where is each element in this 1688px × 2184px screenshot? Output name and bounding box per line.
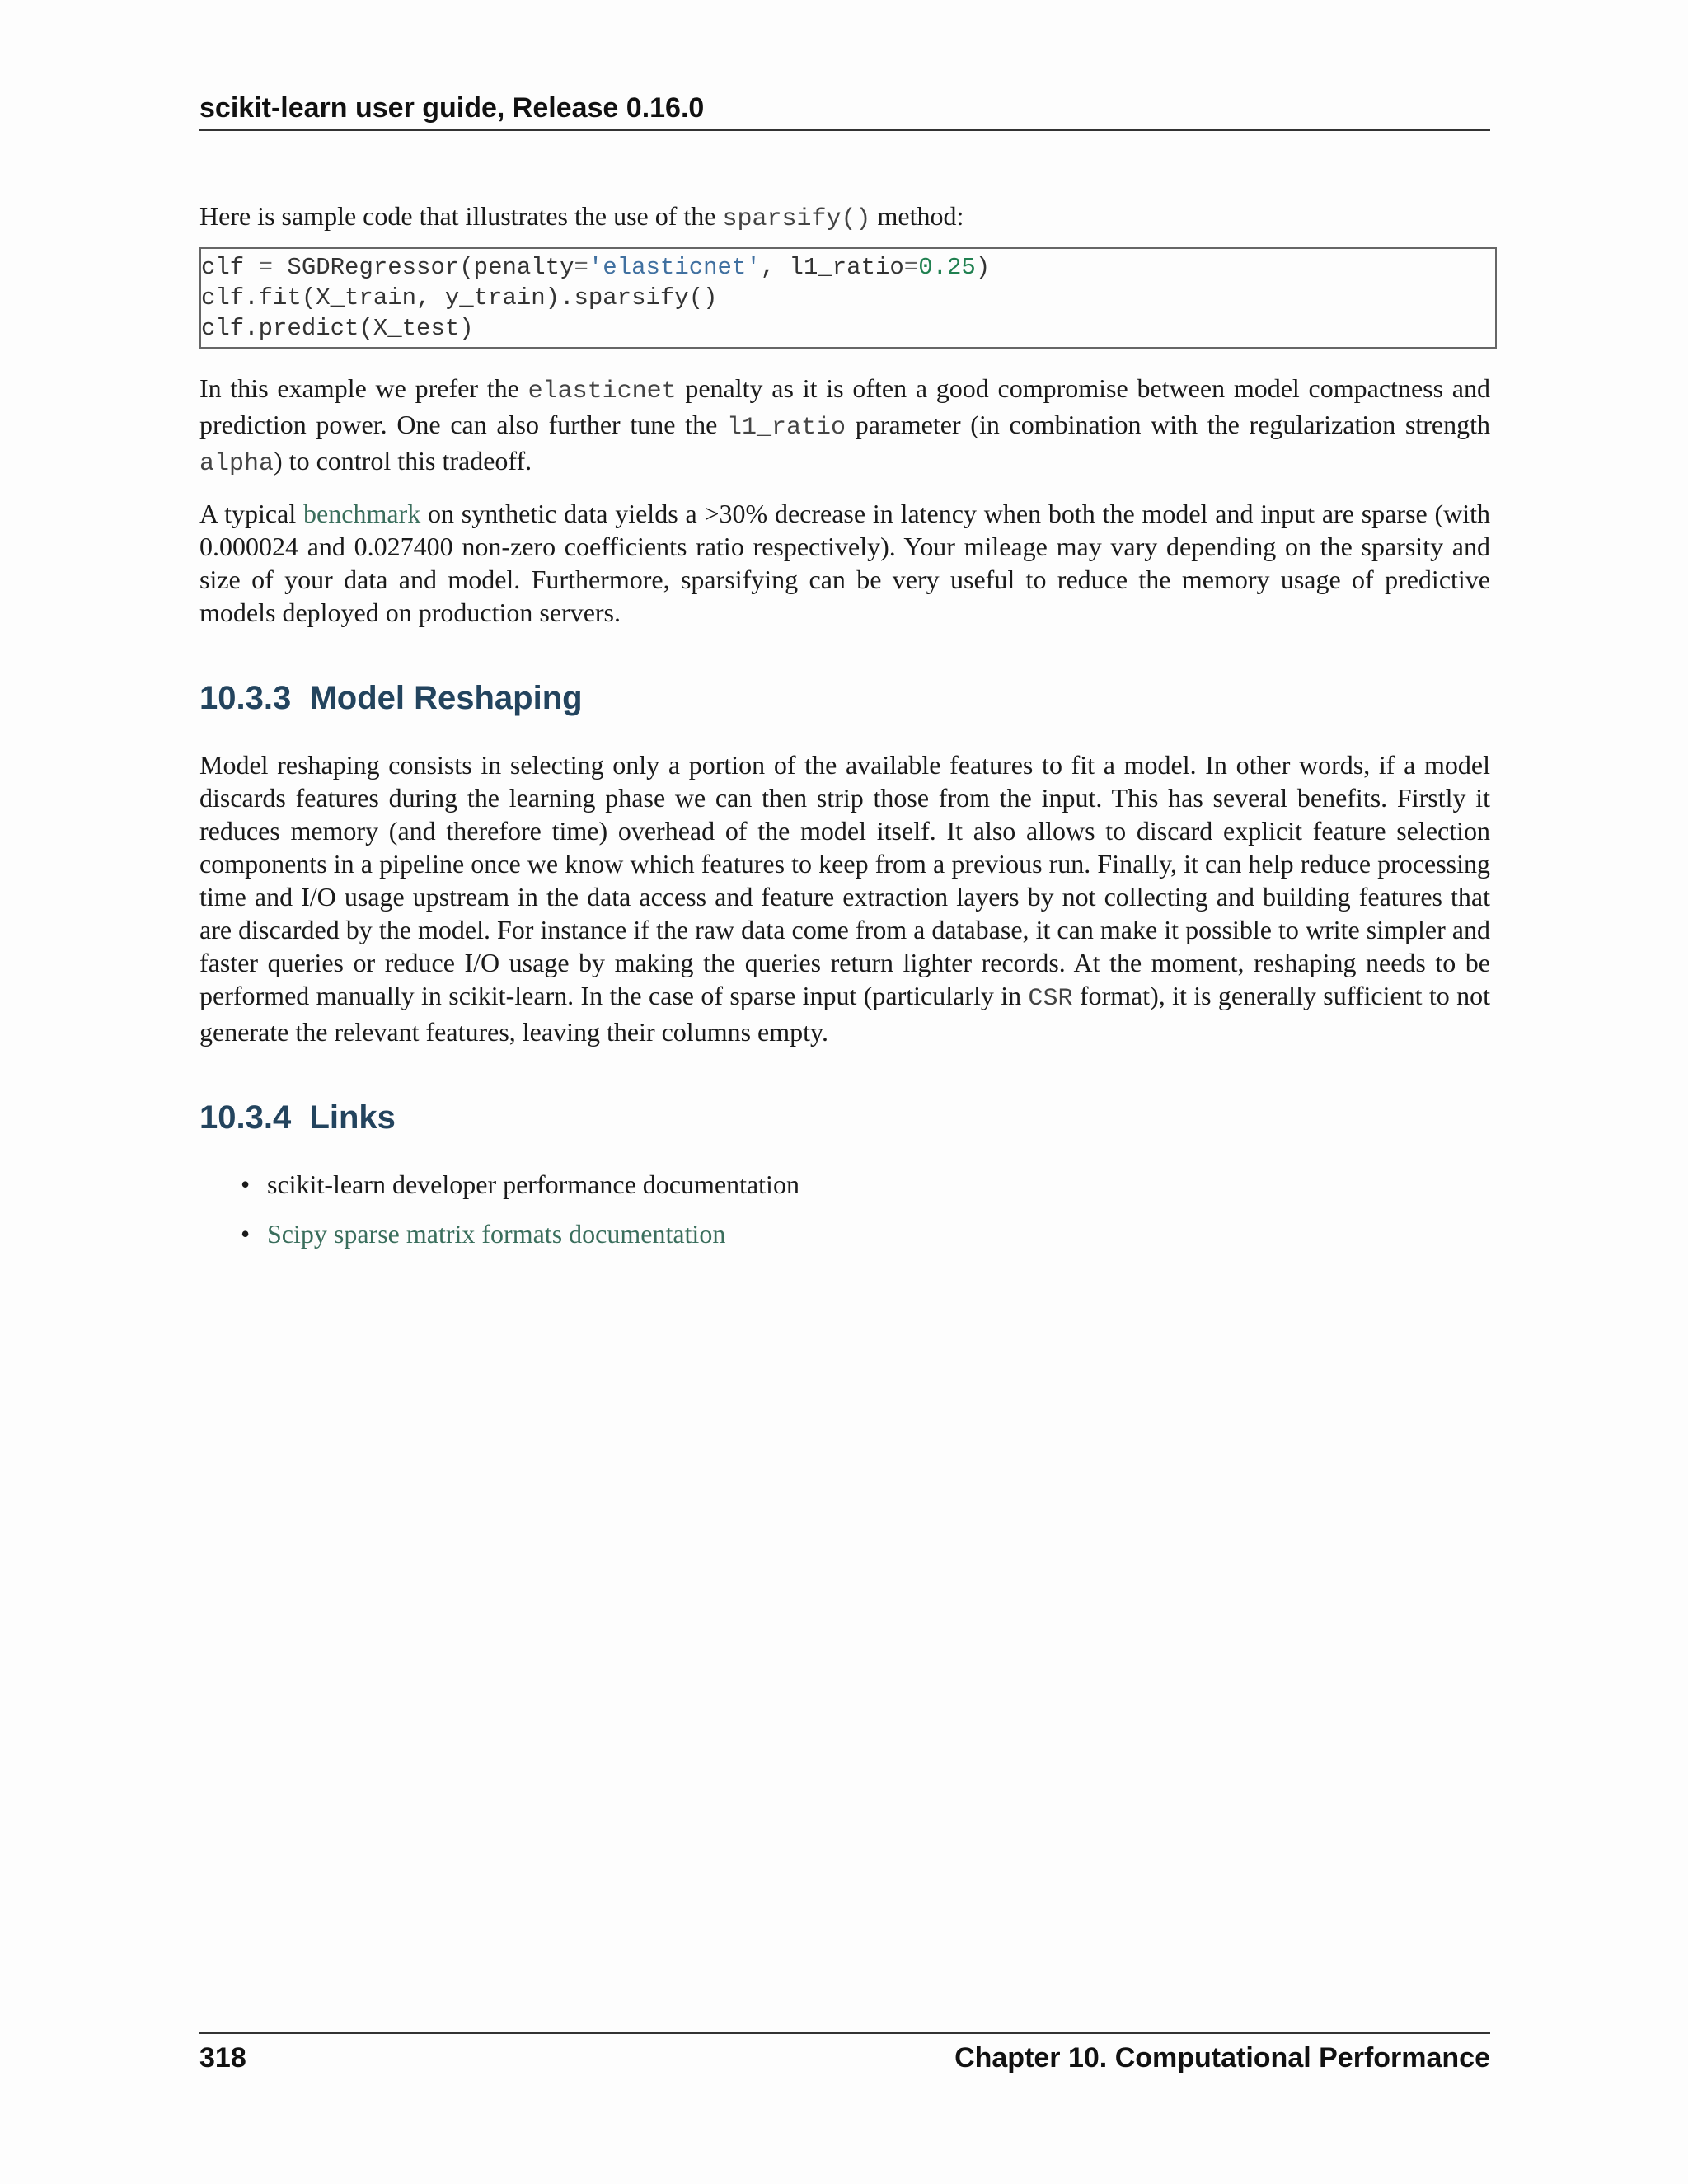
paragraph-text: In this example we prefer the [199, 373, 528, 403]
running-header: scikit-learn user guide, Release 0.16.0 [199, 92, 705, 124]
paragraph-text: on synthetic data yields a >30% decrease in latency when both the model and input are sparse (with 0.000024 and 0.027400 non-zero coefficients ratio respectively). Your mileage may vary depending on the sparsity and size of your data and model. Furthermore, sparsifying can be very useful to reduce the memory usage of predictive models deployed on production servers. [199, 499, 1491, 627]
code-number: 0.25 [918, 254, 976, 281]
paragraph-text: Model reshaping consists in selecting only a portion of the available features to fit a model. In other words, if a model discards features during the learning phase we can then strip those from the input. This has several benefits. Firstly it reduces memory (and therefore time) overhead of the model itself. It also allows to discard explicit feature selection components in a pipeline once we know which features to keep from a previous run. Finally, it can help reduce processing time and I/O usage upstream in the data access and feature extraction layers by not collecting and building features that are discarded by the model. For instance if the raw data come from a database, it can make it possible to write simpler and faster queries or reduce I/O usage by making the queries return lighter records. At the moment, reshaping needs to be performed manually in scikit-learn. In the case of sparse input (particularly in [199, 750, 1490, 1010]
code-line-2: clf.fit(X_train, y_train).sparsify() [201, 284, 718, 312]
inline-code-csr: CSR [1028, 985, 1073, 1013]
code-token: , l1_ratio [760, 254, 904, 281]
paragraph-text: A typical [199, 499, 304, 528]
chapter-title: Chapter 10. Computational Performance [954, 2042, 1490, 2074]
header-rule [199, 129, 1490, 131]
code-token: clf [201, 254, 259, 281]
list-item [199, 1168, 1490, 1201]
intro-text-after: method: [870, 201, 964, 231]
scipy-sparse-link[interactable]: Scipy sparse matrix formats documentation [267, 1219, 726, 1249]
inline-code-l1-ratio: l1_ratio [726, 414, 846, 442]
footer-rule [199, 2032, 1490, 2034]
paragraph-text: parameter (in combination with the regularization strength [846, 410, 1491, 439]
code-line-1 [201, 252, 1495, 283]
code-string: 'elasticnet' [588, 254, 761, 281]
paragraph-text: ) to control this tradeoff. [274, 446, 532, 476]
section-number: 10.3.3 [199, 680, 292, 716]
section-title: Links [309, 1099, 396, 1136]
section-heading-links [199, 1099, 1490, 1137]
inline-code-elasticnet: elasticnet [528, 377, 677, 405]
code-token: SGDRegressor(penalty [273, 254, 574, 281]
code-block [199, 247, 1497, 349]
intro-text-before: Here is sample code that illustrates the use of the [199, 201, 723, 231]
page-number: 318 [199, 2042, 246, 2074]
benchmark-link[interactable]: benchmark [303, 499, 421, 528]
section-title: Model Reshaping [309, 680, 583, 716]
list-item [199, 1217, 1490, 1250]
link-item-text: scikit-learn developer performance documentation [267, 1169, 799, 1199]
intro-paragraph [199, 199, 1490, 236]
inline-code-alpha: alpha [199, 450, 274, 478]
code-line-3: clf.predict(X_test) [201, 315, 474, 342]
links-list [199, 1168, 1490, 1250]
bullet-icon: • [241, 1219, 251, 1249]
inline-code-sparsify: sparsify() [722, 205, 871, 233]
section-number: 10.3.4 [199, 1099, 292, 1136]
bullet-icon: • [241, 1169, 251, 1199]
code-operator: = [258, 254, 274, 281]
code-token: ) [975, 254, 991, 281]
main-content [199, 199, 1490, 1250]
reshaping-paragraph [199, 748, 1490, 1048]
elasticnet-paragraph [199, 372, 1490, 480]
benchmark-paragraph [199, 497, 1490, 629]
paragraph-text: format), it is generally sufficient to not generate the relevant features, leaving their columns empty. [199, 981, 1491, 1047]
section-heading-model-reshaping [199, 680, 1490, 717]
code-operator: = [574, 254, 588, 281]
code-operator: = [903, 254, 919, 281]
paragraph-text: penalty as it is often a good compromise between model compactness and prediction power. One can also further tune the [199, 373, 1490, 439]
